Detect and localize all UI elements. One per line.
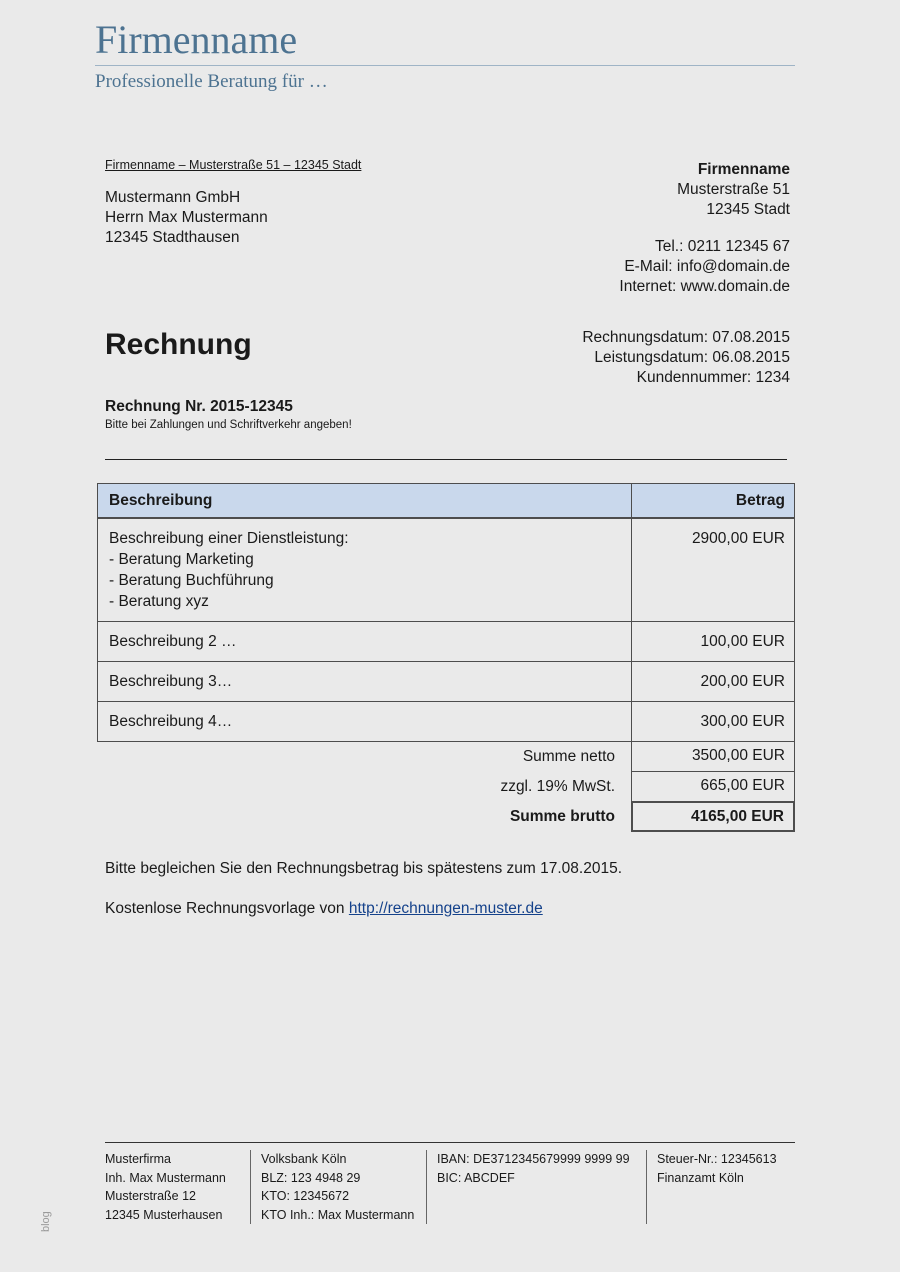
description-line: - Beratung Buchführung (109, 572, 274, 589)
footer-line: Inh. Max Mustermann (105, 1170, 226, 1185)
table-row (97, 519, 795, 622)
company-phone: Tel.: 0211 12345 67 (654, 238, 790, 255)
invoice-meta-block (582, 328, 790, 388)
summary-row-vat (97, 772, 795, 802)
description-line: Beschreibung einer Dienstleistung: (109, 530, 349, 547)
invoice-reference-block (105, 398, 352, 431)
description-line: - Beratung xyz (109, 593, 209, 610)
page-footer (105, 1142, 795, 1224)
footer-line: KTO Inh.: Max Mustermann (261, 1207, 415, 1222)
company-contact-block (619, 237, 790, 297)
company-tagline: Professionelle Beratung für … (95, 71, 328, 92)
table-header-row (97, 483, 795, 519)
footer-line: 12345 Musterhausen (105, 1207, 223, 1222)
company-email: E-Mail: info@domain.de (624, 258, 790, 275)
footer-line: BIC: ABCDEF (437, 1170, 515, 1185)
invoice-number-note: Bitte bei Zahlungen und Schriftverkehr angeben! (105, 419, 352, 431)
recipient-line: Mustermann GmbH (105, 189, 241, 206)
source-note-prefix: Kostenlose Rechnungsvorlage von (105, 900, 349, 917)
summary-label-gross: Summe brutto (509, 808, 615, 825)
footer-line: BLZ: 123 4948 29 (261, 1170, 361, 1185)
template-source-link[interactable]: http://rechnungen-muster.de (348, 900, 543, 917)
row-amount: 200,00 EUR (631, 662, 794, 701)
footer-line: Volksbank Köln (261, 1152, 347, 1166)
invoice-number: Rechnung Nr. 2015-12345 (105, 398, 293, 415)
footer-line: Musterfirma (105, 1152, 171, 1166)
service-date-line: Leistungsdatum: 06.08.2015 (594, 349, 790, 366)
summary-amount-gross: 4165,00 EUR (631, 801, 795, 832)
column-header-description: Beschreibung (109, 491, 213, 509)
summary-row-net (97, 742, 795, 772)
footer-column-bank (250, 1150, 426, 1224)
company-website: Internet: www.domain.de (619, 278, 790, 295)
row-description: Beschreibung 4… (109, 713, 233, 730)
table-row (97, 622, 795, 662)
watermark-text: blog (40, 1211, 52, 1232)
footer-line: Finanzamt Köln (657, 1170, 744, 1185)
content-divider (105, 459, 787, 460)
column-header-amount: Betrag (631, 484, 794, 517)
page-title: Rechnung (105, 328, 252, 361)
summary-row-gross (97, 802, 795, 832)
company-logo-text: Firmenname (95, 17, 298, 62)
company-address-line: Musterstraße 51 (677, 181, 790, 198)
company-name: Firmenname (697, 161, 790, 178)
customer-number-line: Kundennummer: 1234 (636, 369, 790, 386)
row-description: Beschreibung 2 … (109, 633, 237, 650)
letterhead-divider (95, 65, 795, 66)
row-amount: 2900,00 EUR (631, 519, 794, 621)
summary-label-net: Summe netto (522, 748, 615, 765)
recipient-line: 12345 Stadthausen (105, 229, 240, 246)
summary-amount-net: 3500,00 EUR (631, 741, 795, 772)
company-address-line: 12345 Stadt (706, 201, 790, 218)
summary-amount-vat: 665,00 EUR (631, 771, 795, 802)
payment-terms-note: Bitte begleichen Sie den Rechnungsbetrag bis spätestens zum 17.08.2015. (105, 860, 623, 877)
footer-line: KTO: 12345672 (261, 1189, 350, 1203)
letterhead (95, 18, 795, 93)
company-info-block (619, 160, 790, 297)
footer-column-iban (426, 1150, 646, 1224)
footer-column-tax (646, 1150, 795, 1224)
footer-line: IBAN: DE3712345679999 9999 99 (437, 1152, 630, 1166)
footer-line: Steuer-Nr.: 12345613 (657, 1152, 777, 1166)
invoice-date-line: Rechnungsdatum: 07.08.2015 (582, 329, 790, 346)
row-description (98, 519, 631, 621)
summary-label-vat: zzgl. 19% MwSt. (500, 778, 615, 795)
recipient-line: Herrn Max Mustermann (105, 209, 268, 226)
row-amount: 300,00 EUR (631, 702, 794, 741)
table-row (97, 702, 795, 742)
row-amount: 100,00 EUR (631, 622, 794, 661)
recipient-address-block (105, 188, 268, 248)
totals-summary (97, 742, 795, 832)
table-row (97, 662, 795, 702)
footer-column-company (105, 1150, 250, 1224)
line-items-table (97, 483, 795, 832)
footer-line: Musterstraße 12 (105, 1189, 197, 1203)
sender-return-address: Firmenname – Musterstraße 51 – 12345 Stadt (105, 158, 362, 172)
template-source-note (105, 900, 543, 918)
description-line: - Beratung Marketing (109, 551, 254, 568)
row-description: Beschreibung 3… (109, 673, 233, 690)
